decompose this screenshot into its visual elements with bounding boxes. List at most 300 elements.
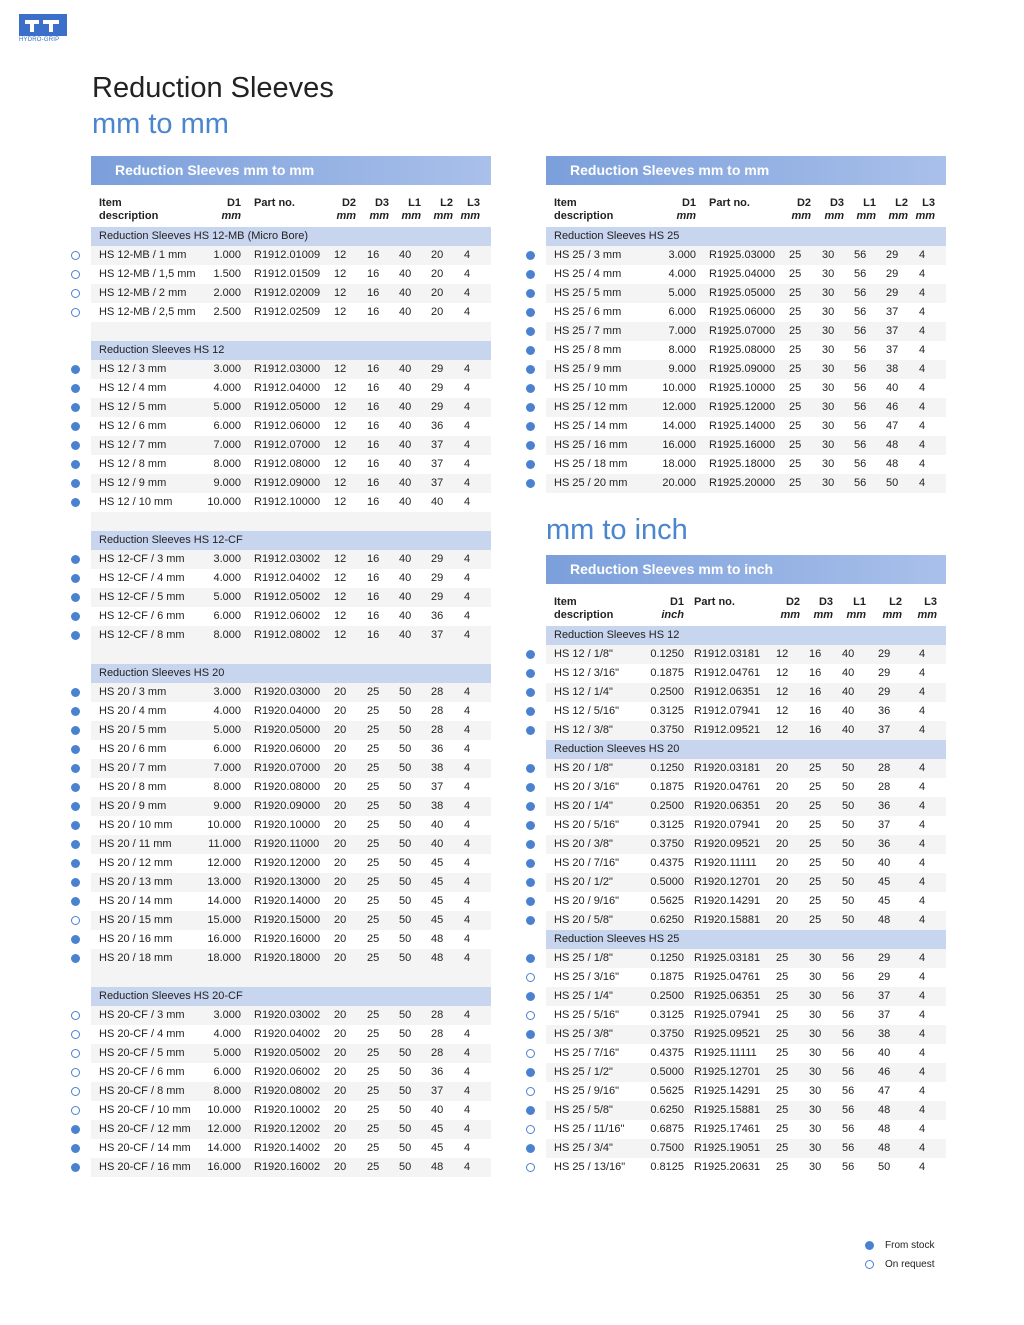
cell-l1: 40 [399,629,412,641]
cell-part-no: R1912.04761 [694,667,761,679]
header-d2-label: D2 [796,197,811,209]
cell-d1: 10.000 [662,382,696,394]
cell-d2: 25 [789,439,802,451]
cell-d1: 0.3125 [650,1009,684,1021]
group-rows [91,1006,491,1177]
cell-part-no: R1912.01509 [254,268,321,280]
cell-description: HS 12-MB / 2 mm [99,287,187,299]
cell-d1: 6.000 [213,610,241,622]
group-spacer [91,645,491,664]
cell-l3: 4 [919,990,926,1002]
cell-part-no: R1925.05000 [709,287,776,299]
cell-part-no: R1925.03181 [694,952,761,964]
cell-description: HS 20-CF / 8 mm [99,1085,185,1097]
cell-l1: 56 [854,363,867,375]
cell-d2: 20 [334,914,347,926]
cell-d2: 20 [334,781,347,793]
header-part [254,197,295,210]
table-row [91,1120,491,1139]
cell-d3: 16 [367,496,380,508]
cell-description: HS 20 / 3 mm [99,686,167,698]
cell-d1: 3.000 [213,686,241,698]
header-d3-unit: mm [369,210,389,222]
cell-part-no: R1925.03000 [709,249,776,261]
legend [865,1240,934,1278]
cell-description: HS 25 / 9/16" [554,1085,620,1097]
filled-circle-icon [71,707,80,716]
cell-l1: 50 [399,838,412,850]
table-row [91,455,491,474]
header-l3-label: L3 [924,596,937,608]
table-row [91,835,491,854]
cell-l3: 4 [919,249,926,261]
filled-circle-icon [526,479,535,488]
cell-d3: 25 [367,781,380,793]
header-l1-label: L1 [863,197,876,209]
cell-description: HS 12 / 1/4" [554,686,613,698]
cell-d1: 5.000 [213,1047,241,1059]
cell-part-no: R1920.06351 [694,800,761,812]
logo-mark-icon [19,14,67,36]
cell-l1: 40 [399,287,412,299]
header-d3-label: D3 [829,197,844,209]
cell-part-no: R1925.06000 [709,306,776,318]
filled-circle-icon [526,821,535,830]
header-d2-label: D2 [341,197,356,209]
header-l2-label: L2 [895,197,908,209]
cell-d3: 30 [822,344,835,356]
cell-d3: 30 [809,1047,822,1059]
filled-circle-icon [71,422,80,431]
table-row [546,417,946,436]
cell-l3: 4 [919,1123,926,1135]
cell-d3: 25 [367,1161,380,1173]
cell-d1: 12.000 [207,857,241,869]
cell-l3: 4 [464,477,471,489]
group-header: Reduction Sleeves HS 25 [546,930,946,949]
cell-description: HS 20 / 5 mm [99,724,167,736]
cell-d2: 20 [776,762,789,774]
cell-l3: 4 [919,287,926,299]
cell-description: HS 20-CF / 14 mm [99,1142,191,1154]
header-d1-unit: inch [661,609,684,621]
cell-part-no: R1912.06002 [254,610,321,622]
cell-d2: 20 [334,933,347,945]
cell-d1: 10.000 [207,819,241,831]
empty-circle-icon [526,1011,535,1020]
cell-l1: 56 [854,325,867,337]
cell-part-no: R1920.06002 [254,1066,321,1078]
cell-part-no: R1920.07941 [694,819,761,831]
cell-d2: 25 [789,344,802,356]
cell-l2: 40 [431,496,444,508]
table-row [546,322,946,341]
table-row [91,1082,491,1101]
table-header [91,185,491,227]
cell-l2: 38 [431,800,444,812]
cell-l1: 40 [399,382,412,394]
cell-l1: 50 [399,876,412,888]
table-row [91,569,491,588]
cell-l3: 4 [464,572,471,584]
cell-l3: 4 [919,382,926,394]
cell-l3: 4 [919,268,926,280]
cell-d1: 9.000 [213,800,241,812]
filled-circle-icon [71,821,80,830]
table-row [546,911,946,930]
cell-l1: 40 [399,363,412,375]
filled-circle-icon [526,669,535,678]
cell-d3: 30 [822,249,835,261]
cell-l1: 56 [842,990,855,1002]
table-row [91,417,491,436]
cell-d2: 20 [334,838,347,850]
cell-description: HS 20 / 1/8" [554,762,613,774]
table-row [91,854,491,873]
cell-l3: 4 [919,325,926,337]
cell-l1: 40 [399,268,412,280]
legend-stock [865,1240,934,1259]
cell-l1: 40 [399,477,412,489]
cell-l2: 20 [431,249,444,261]
cell-description: HS 25 / 16 mm [554,439,628,451]
cell-d2: 12 [334,401,347,413]
cell-description: HS 20 / 10 mm [99,819,173,831]
cell-l3: 4 [464,686,471,698]
cell-part-no: R1925.17461 [694,1123,761,1135]
cell-d3: 25 [367,762,380,774]
filled-circle-icon [526,289,535,298]
cell-part-no: R1912.05002 [254,591,321,603]
header-item [554,197,613,223]
table-row [91,398,491,417]
cell-d1: 8.000 [668,344,696,356]
cell-part-no: R1920.10002 [254,1104,321,1116]
cell-l2: 29 [878,686,891,698]
cell-d3: 30 [822,287,835,299]
table-row [91,1025,491,1044]
cell-l1: 56 [842,1104,855,1116]
cell-d3: 25 [809,762,822,774]
cell-description: HS 12-CF / 4 mm [99,572,185,584]
empty-circle-icon [71,1087,80,1096]
header-description-label: description [554,210,614,222]
filled-circle-icon [71,555,80,564]
cell-d1: 12.000 [207,1123,241,1135]
header-d1 [646,197,696,223]
cell-l1: 50 [399,857,412,869]
cell-l3: 4 [464,249,471,261]
cell-description: HS 12 / 3/8" [554,724,613,736]
table-row [546,1101,946,1120]
cell-d3: 16 [367,306,380,318]
cell-l1: 40 [399,439,412,451]
header-part-label: Part no. [254,197,295,209]
cell-l1: 50 [399,1028,412,1040]
filled-circle-icon [71,1125,80,1134]
cell-d1: 1.500 [213,268,241,280]
cell-l3: 4 [464,306,471,318]
filled-circle-icon [526,1030,535,1039]
cell-d1: 10.000 [207,496,241,508]
header-l3 [913,197,935,223]
header-description-label: description [554,609,614,621]
cell-d1: 0.1250 [650,952,684,964]
table-row [91,246,491,265]
cell-d3: 30 [809,1066,822,1078]
cell-d2: 20 [334,895,347,907]
cell-l1: 56 [854,458,867,470]
header-l3-unit: mm [915,210,935,222]
header-l1-unit: mm [401,210,421,222]
group-rows [91,683,491,968]
filled-circle-icon [526,327,535,336]
cell-description: HS 12-CF / 8 mm [99,629,185,641]
logo [19,14,69,43]
cell-d3: 16 [809,648,822,660]
cell-d3: 30 [822,306,835,318]
cell-d3: 16 [367,249,380,261]
cell-l3: 4 [919,781,926,793]
cell-l1: 50 [842,781,855,793]
table-row [91,759,491,778]
cell-part-no: R1920.05002 [254,1047,321,1059]
cell-l1: 40 [842,724,855,736]
header-l1-label: L1 [408,197,421,209]
filled-circle-icon [526,346,535,355]
table-row [546,1044,946,1063]
cell-l2: 28 [878,781,891,793]
cell-l2: 45 [431,1142,444,1154]
header-item-label: Item [554,596,577,608]
cell-part-no: R1925.14291 [694,1085,761,1097]
cell-d3: 25 [367,838,380,850]
cell-l3: 4 [464,1123,471,1135]
filled-circle-icon [526,1106,535,1115]
cell-description: HS 20 / 6 mm [99,743,167,755]
cell-part-no: R1912.05000 [254,401,321,413]
cell-l1: 50 [399,819,412,831]
cell-l2: 29 [431,382,444,394]
cell-l2: 38 [431,762,444,774]
header-item-label: Item [99,197,122,209]
cell-part-no: R1920.08000 [254,781,321,793]
cell-part-no: R1920.12000 [254,857,321,869]
cell-d2: 20 [776,914,789,926]
cell-l3: 4 [919,895,926,907]
cell-d1: 6.000 [213,420,241,432]
cell-d2: 20 [334,1066,347,1078]
cell-d2: 12 [776,648,789,660]
cell-description: HS 20 / 3/8" [554,838,613,850]
filled-circle-icon [526,707,535,716]
cell-d3: 25 [367,1028,380,1040]
filled-circle-icon [71,688,80,697]
cell-part-no: R1912.03181 [694,648,761,660]
cell-d1: 2.000 [213,287,241,299]
cell-l2: 50 [886,477,899,489]
cell-d1: 4.000 [213,705,241,717]
table-row [546,379,946,398]
empty-circle-icon [71,289,80,298]
cell-l1: 50 [842,762,855,774]
cell-d1: 0.6875 [650,1123,684,1135]
table-row [546,835,946,854]
filled-circle-icon [526,251,535,260]
cell-l3: 4 [919,1085,926,1097]
cell-d2: 25 [776,1104,789,1116]
cell-d2: 20 [776,819,789,831]
cell-l2: 29 [878,971,891,983]
cell-l2: 37 [878,819,891,831]
cell-part-no: R1912.02009 [254,287,321,299]
cell-l2: 28 [431,1028,444,1040]
cell-d1: 4.000 [213,572,241,584]
cell-l3: 4 [464,914,471,926]
cell-part-no: R1912.01009 [254,249,321,261]
cell-d1: 9.000 [213,477,241,489]
cell-l2: 36 [431,743,444,755]
cell-d2: 25 [789,382,802,394]
cell-l1: 56 [854,439,867,451]
cell-d2: 20 [334,762,347,774]
cell-d3: 25 [367,724,380,736]
header-l1 [854,197,876,223]
cell-l1: 56 [842,1085,855,1097]
group-header: Reduction Sleeves HS 25 [546,227,946,246]
cell-part-no: R1920.08002 [254,1085,321,1097]
cell-l3: 4 [919,667,926,679]
cell-part-no: R1925.07000 [709,325,776,337]
cell-l2: 28 [431,686,444,698]
cell-l2: 37 [431,477,444,489]
header-d3 [367,197,389,223]
table-row [546,664,946,683]
filled-circle-icon [71,1163,80,1172]
cell-d1: 0.7500 [650,1142,684,1154]
cell-l1: 56 [854,382,867,394]
cell-d2: 25 [789,306,802,318]
empty-circle-icon [526,1087,535,1096]
table-row [91,683,491,702]
cell-l1: 40 [399,401,412,413]
header-part-label: Part no. [709,197,750,209]
cell-l2: 40 [431,819,444,831]
cell-d3: 16 [367,287,380,299]
table-row [91,360,491,379]
cell-d3: 25 [367,895,380,907]
empty-circle-icon [526,1049,535,1058]
cell-description: HS 25 / 11/16" [554,1123,625,1135]
table-title-bar: Reduction Sleeves mm to mm [546,156,946,185]
cell-d3: 25 [367,857,380,869]
cell-part-no: R1912.06351 [694,686,761,698]
cell-d1: 7.000 [668,325,696,337]
cell-d2: 12 [334,496,347,508]
cell-d3: 25 [809,838,822,850]
cell-l2: 20 [431,306,444,318]
cell-l3: 4 [919,819,926,831]
cell-l2: 46 [886,401,899,413]
cell-description: HS 20 / 12 mm [99,857,173,869]
cell-l3: 4 [464,1104,471,1116]
cell-l2: 20 [431,268,444,280]
cell-l3: 4 [919,1028,926,1040]
cell-d2: 12 [334,439,347,451]
cell-l2: 29 [431,572,444,584]
cell-d3: 30 [809,1161,822,1173]
header-part [694,596,735,609]
filled-circle-icon [71,441,80,450]
cell-l2: 28 [431,1009,444,1021]
cell-description: HS 20 / 1/4" [554,800,613,812]
cell-d2: 12 [334,572,347,584]
cell-l2: 20 [431,287,444,299]
cell-d1: 3.000 [213,1009,241,1021]
cell-d1: 7.000 [213,762,241,774]
cell-d1: 6.000 [213,1066,241,1078]
header-l2 [878,596,902,622]
cell-l2: 36 [431,420,444,432]
cell-part-no: R1920.11000 [254,838,320,850]
header-l1-label: L1 [853,596,866,608]
cell-l2: 29 [886,249,899,261]
cell-l2: 37 [431,781,444,793]
header-d1-label: D1 [226,197,241,209]
table-row [91,265,491,284]
cell-d2: 20 [334,1028,347,1040]
empty-circle-icon [71,308,80,317]
empty-circle-icon [71,251,80,260]
empty-circle-icon [526,973,535,982]
cell-d2: 12 [776,705,789,717]
cell-d1: 6.000 [668,306,696,318]
header-d3-label: D3 [374,197,389,209]
header-l2-unit: mm [888,210,908,222]
cell-description: HS 20 / 15 mm [99,914,173,926]
cell-d3: 25 [367,1104,380,1116]
table-row [546,1063,946,1082]
cell-d1: 14.000 [207,1142,241,1154]
table-row [91,284,491,303]
cell-l3: 4 [919,420,926,432]
table-row [546,1025,946,1044]
table-title-bar: Reduction Sleeves mm to mm [91,156,491,185]
cell-d2: 25 [776,1066,789,1078]
cell-d3: 25 [367,743,380,755]
cell-l3: 4 [464,458,471,470]
cell-description: HS 25 / 10 mm [554,382,628,394]
cell-l3: 4 [464,800,471,812]
header-d1-unit: mm [676,210,696,222]
cell-l1: 50 [399,1161,412,1173]
empty-circle-icon [71,1049,80,1058]
cell-d2: 25 [776,990,789,1002]
cell-l2: 45 [431,857,444,869]
cell-l2: 48 [431,933,444,945]
cell-part-no: R1925.16000 [709,439,776,451]
cell-d1: 0.5000 [650,876,684,888]
cell-d3: 16 [809,686,822,698]
cell-l3: 4 [919,401,926,413]
cell-part-no: R1920.06000 [254,743,321,755]
table-row [91,816,491,835]
header-d3-unit: mm [824,210,844,222]
cell-description: HS 12 / 5/16" [554,705,620,717]
cell-description: HS 12 / 6 mm [99,420,167,432]
filled-circle-icon [71,878,80,887]
cell-l1: 50 [399,1142,412,1154]
